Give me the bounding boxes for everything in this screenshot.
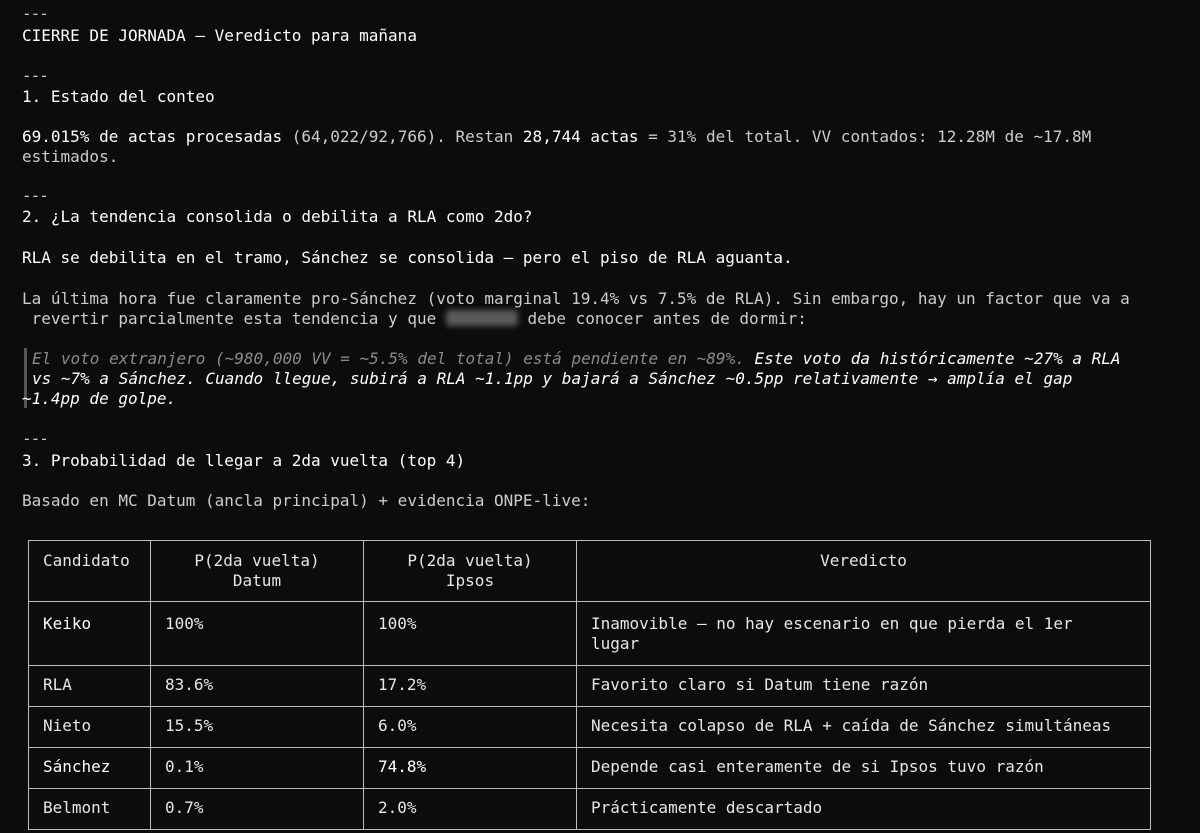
cell-datum: 100% (151, 602, 364, 666)
table-row (29, 602, 1151, 666)
table-row (29, 789, 1151, 830)
cell-datum: 0.1% (151, 748, 364, 789)
cell-candidato: Keiko (29, 602, 151, 666)
section-1-title: 1. Estado del conteo (22, 87, 215, 106)
table-row (29, 707, 1151, 748)
section-2-paragraph: La última hora fue claramente pro-Sánchez (voto marginal 19.4% vs 7.5% de RLA). Sin embargo, hay un factor que va a (22, 289, 1130, 308)
blockquote-line-2: vs ~7% a Sánchez. Cuando llegue, subirá a RLA ~1.1pp y bajará a Sánchez ~0.5pp relativamente → amplía el gap (32, 369, 1073, 388)
cell-datum: 0.7% (151, 789, 364, 830)
section-1-paragraph (22, 127, 1091, 147)
cell-veredicto: Inamovible — no hay escenario en que pierda el 1er lugar (577, 602, 1151, 666)
header-veredicto: Veredicto (577, 541, 1151, 602)
cell-candidato: Nieto (29, 707, 151, 748)
table-row (29, 666, 1151, 707)
cell-datum: 83.6% (151, 666, 364, 707)
section-2-title: 2. ¿La tendencia consolida o debilita a RLA como 2do? (22, 207, 533, 226)
cell-veredicto: Prácticamente descartado (577, 789, 1151, 830)
section-2-paragraph-cont (22, 309, 807, 329)
cell-ipsos: 74.8% (364, 748, 577, 789)
section-1-paragraph-cont: estimados. (22, 147, 119, 166)
cell-ipsos: 6.0% (364, 707, 577, 748)
text-span: (64,022/92,766). Restan (282, 127, 523, 146)
cell-candidato: RLA (29, 666, 151, 707)
text-span: El voto extranjero (~980,000 VV = ~5.5% del total) está pendiente en ~89%. (32, 349, 745, 368)
section-3-intro: Basado en MC Datum (ancla principal) + evidencia ONPE-live: (22, 491, 591, 510)
cell-candidato: Belmont (29, 789, 151, 830)
cell-candidato: Sánchez (29, 748, 151, 789)
page-title: CIERRE DE JORNADA — Veredicto para mañana (22, 26, 417, 45)
actas-procesadas: 69.015% de actas procesadas (22, 127, 283, 146)
separator: --- (22, 4, 48, 23)
separator: --- (22, 186, 48, 205)
header-ipsos: P(2da vuelta) Ipsos (364, 541, 577, 602)
cell-ipsos: 2.0% (364, 789, 577, 830)
text-span: debe conocer antes de dormir: (517, 309, 807, 328)
cell-veredicto: Necesita colapso de RLA + caída de Sánchez simultáneas (577, 707, 1151, 748)
header-candidato: Candidato (29, 541, 151, 602)
table-row (29, 748, 1151, 789)
actas-restantes: 28,744 actas (522, 127, 639, 146)
header-datum: P(2da vuelta) Datum (151, 541, 364, 602)
blockquote-line-3: ~1.4pp de golpe. (22, 389, 177, 408)
cell-ipsos: 17.2% (364, 666, 577, 707)
text-span: Este voto da históricamente ~27% a RLA (744, 349, 1121, 368)
section-2-summary: RLA se debilita en el tramo, Sánchez se consolida — pero el piso de RLA aguanta. (22, 248, 793, 267)
cell-datum: 15.5% (151, 707, 364, 748)
cell-veredicto: Depende casi enteramente de si Ipsos tuvo razón (577, 748, 1151, 789)
table-header-row (29, 541, 1151, 602)
blockquote-line-1 (32, 349, 1121, 369)
redacted-name (446, 310, 518, 326)
text-span: = 31% del total. VV contados: 12.28M de ~17.8M (638, 127, 1092, 146)
cell-ipsos: 100% (364, 602, 577, 666)
text-span: revertir parcialmente esta tendencia y que (22, 309, 446, 328)
cell-veredicto: Favorito claro si Datum tiene razón (577, 666, 1151, 707)
separator: --- (22, 429, 48, 448)
separator: --- (22, 66, 48, 85)
section-3-title: 3. Probabilidad de llegar a 2da vuelta (top 4) (22, 451, 466, 470)
probability-table (28, 540, 1151, 830)
